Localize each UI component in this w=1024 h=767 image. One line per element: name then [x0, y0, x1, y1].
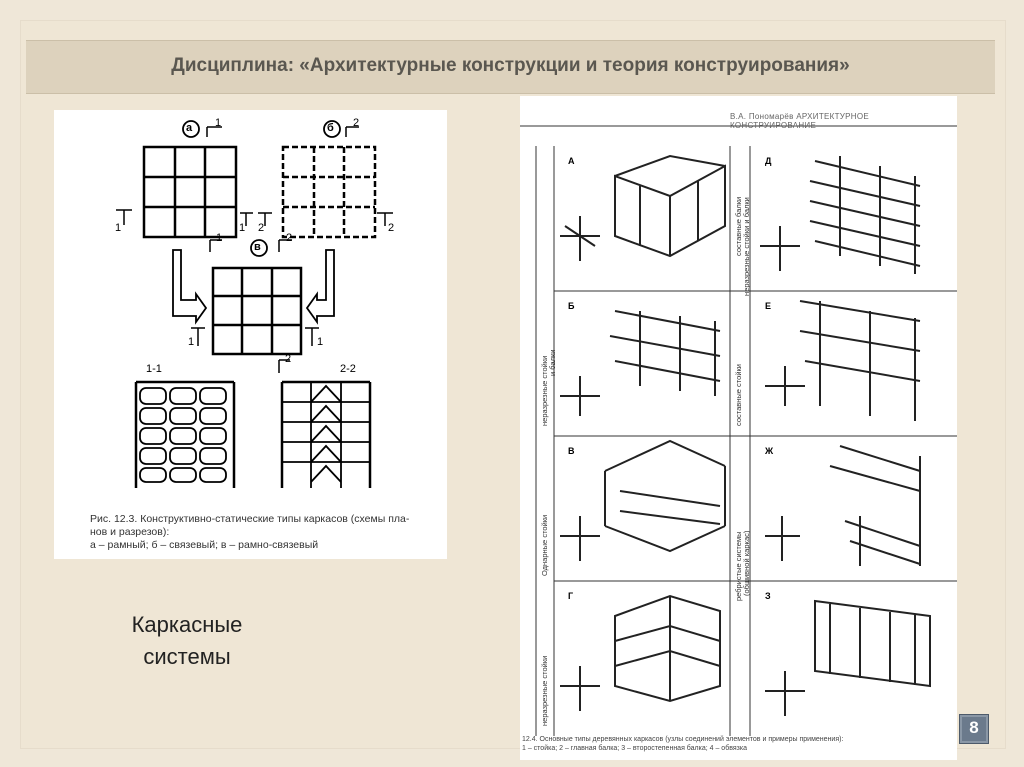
- title-bar: [26, 40, 995, 94]
- right-caption-line2: 1 – стойка; 2 – главная балка; 3 – второстепенная балка; 4 – обвязка: [522, 745, 747, 752]
- side-label-mid-3: неразрезные стойки и балки: [742, 197, 751, 296]
- panel-E: Е: [765, 301, 772, 311]
- panel-G: Г: [568, 591, 574, 601]
- left-figure-caption: [90, 513, 435, 552]
- right-caption-line1: 12.4. Основные типы деревянных каркасов (узлы соединений элементов и примеры применения):: [522, 736, 844, 743]
- panel-D: Д: [765, 156, 772, 166]
- right-figure: [520, 96, 957, 760]
- side-label-left-1: неразрезные стойки: [540, 355, 549, 426]
- mark-2-mid: 2: [258, 222, 265, 234]
- panel-Zh: Ж: [765, 446, 774, 456]
- mark-1-v: 1: [216, 232, 223, 244]
- label-v: в: [254, 241, 261, 253]
- panel-Z: З: [765, 591, 771, 601]
- mark-2-right: 2: [388, 222, 395, 234]
- section-2-2-label: 2-2: [340, 363, 356, 375]
- side-label-mid-2: составные стойки: [734, 364, 743, 426]
- slide-title: Дисциплина: «Архитектурные конструкции и теория конструирования»: [171, 55, 850, 76]
- label-b: б: [327, 122, 334, 134]
- panel-A: А: [568, 156, 575, 166]
- page-number: 8: [969, 718, 979, 737]
- wooden-frames-diagram: [520, 96, 957, 760]
- right-figure-caption: [522, 735, 942, 753]
- label-a: а: [186, 122, 193, 134]
- section-title-line2: системы: [143, 644, 231, 669]
- page-number-badge: [959, 714, 989, 744]
- left-caption-line3: а – рамный; б – связевый; в – рамно-связевый: [90, 539, 319, 551]
- left-caption-line1: Рис. 12.3. Конструктивно-статические типы каркасов (схемы пла-: [90, 513, 410, 525]
- panel-V: В: [568, 446, 575, 456]
- mark-1-lower: 1: [188, 336, 195, 348]
- mark-2-b: 2: [353, 117, 360, 129]
- side-label-mid-5: (обшивной каркас): [742, 530, 751, 596]
- section-1-1-label: 1-1: [146, 363, 162, 375]
- mark-1-left: 1: [115, 222, 122, 234]
- section-title: [100, 609, 274, 673]
- mark-2-v: 2: [286, 232, 293, 244]
- panel-B: Б: [568, 301, 575, 311]
- mark-1-mid: 1: [239, 222, 246, 234]
- side-label-mid-4: ребристые системы: [734, 531, 743, 601]
- section-title-line1: Каркасные: [131, 612, 243, 637]
- side-label-left-2: и балки: [548, 349, 557, 376]
- mark-1-a: 1: [215, 117, 222, 129]
- mark-2-lower: 2: [285, 353, 292, 365]
- frame-types-diagram: [54, 110, 447, 559]
- side-label-mid-1: составные балки: [734, 196, 743, 256]
- left-figure: [54, 110, 447, 559]
- side-label-left-3: Однарные стойки: [540, 514, 549, 576]
- left-caption-line2: нов и разрезов):: [90, 526, 170, 538]
- side-label-left-4: неразрезные стойки: [540, 655, 549, 726]
- mark-1-lower-right: 1: [317, 336, 324, 348]
- right-figure-header: В.А. Пономарёв АРХИТЕКТУРНОЕ КОНСТРУИРОВАНИЕ: [730, 112, 870, 130]
